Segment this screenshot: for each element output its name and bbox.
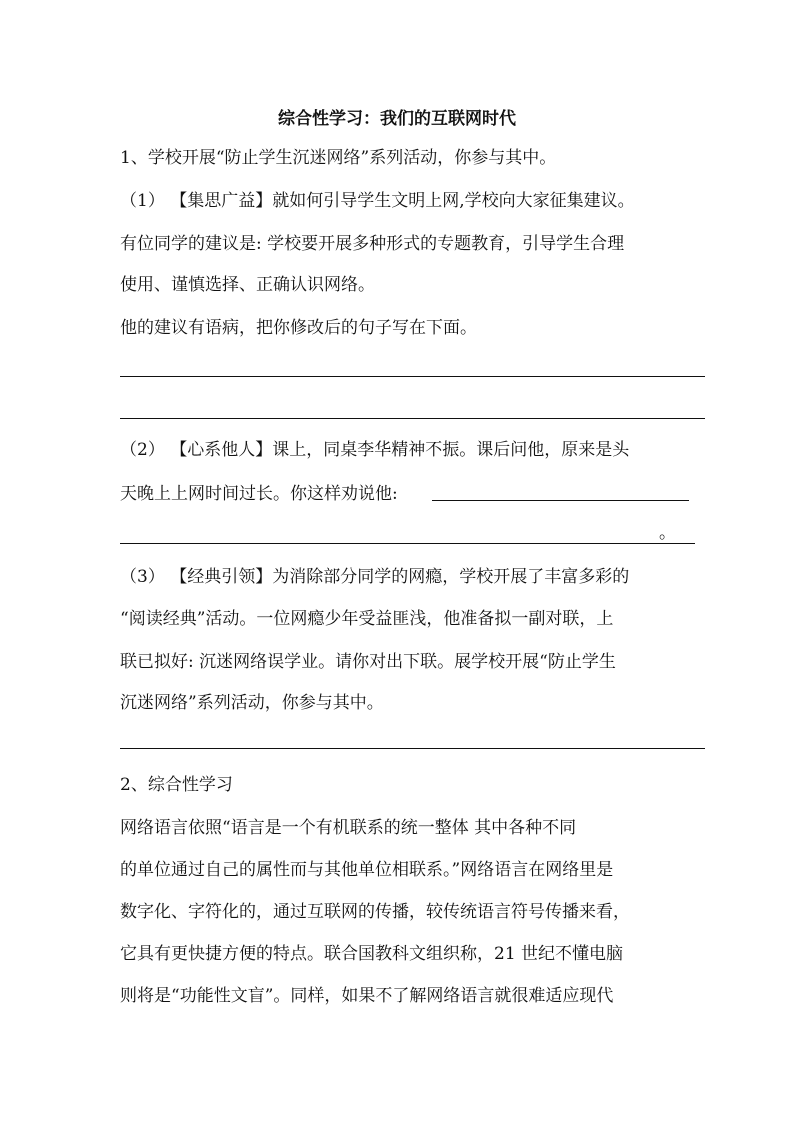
answer-line-1[interactable] xyxy=(120,376,705,377)
answer-line-4[interactable] xyxy=(120,748,705,749)
q1-sub2-line-1: （2） 【心系他人】课上，同桌李华精神不振。课后问他，原来是头 xyxy=(120,440,630,460)
q1-sub2-line-2: 天晚上上网时间过长。你这样劝说他: xyxy=(120,484,398,504)
q1-heading: 1、学校开展“防止学生沉迷网络”系列活动，你参与其中。 xyxy=(120,148,557,168)
q1-sub3-line-1: （3） 【经典引领】为消除部分同学的网瘾，学校开展了丰富多彩的 xyxy=(120,567,630,587)
q1-sub1-line-1: （1） 【集思广益】就如何引导学生文明上网,学校向大家征集建议。 xyxy=(120,191,635,211)
q1-sub1-line-2: 有位同学的建议是: 学校要开展多种形式的专题教育，引导学生合理 xyxy=(120,234,625,254)
q1-sub1-line-3: 使用、谨慎选择、正确认识网络。 xyxy=(120,275,375,295)
q1-sub1-line-4: 他的建议有语病，把你修改后的句子写在下面。 xyxy=(120,318,477,338)
q2-para-line-5: 则将是“功能性文盲”。同样，如果不了解网络语言就很难适应现代 xyxy=(120,986,614,1006)
q2-para-line-1: 网络语言依照“语言是一个有机联系的统一整体 其中各种不同 xyxy=(120,818,577,838)
q2-heading: 2、综合性学习 xyxy=(120,775,233,795)
answer-end-mark: 。 xyxy=(659,523,676,543)
answer-line-3[interactable] xyxy=(120,543,695,544)
q1-sub3-line-4: 沉迷网络”系列活动，你参与其中。 xyxy=(120,693,384,713)
q2-para-line-3: 数字化、字符化的，通过互联网的传播，较传统语言符号传播来看， xyxy=(120,902,630,922)
answer-line-2[interactable] xyxy=(120,418,705,419)
q2-para-line-4: 它具有更快捷方便的特点。联合国教科文组织称，21 世纪不懂电脑 xyxy=(120,944,624,964)
q1-sub3-line-3: 联已拟好: 沉迷网络误学业。请你对出下联。展学校开展“防止学生 xyxy=(120,652,616,672)
answer-blank-inline[interactable] xyxy=(432,500,689,501)
page-title: 综合性学习：我们的互联网时代 xyxy=(278,109,516,129)
q1-sub3-line-2: “阅读经典”活动。一位网瘾少年受益匪浅，他准备拟一副对联，上 xyxy=(120,609,614,629)
q2-para-line-2: 的单位通过自己的属性而与其他单位相联系。”网络语言在网络里是 xyxy=(120,860,614,880)
